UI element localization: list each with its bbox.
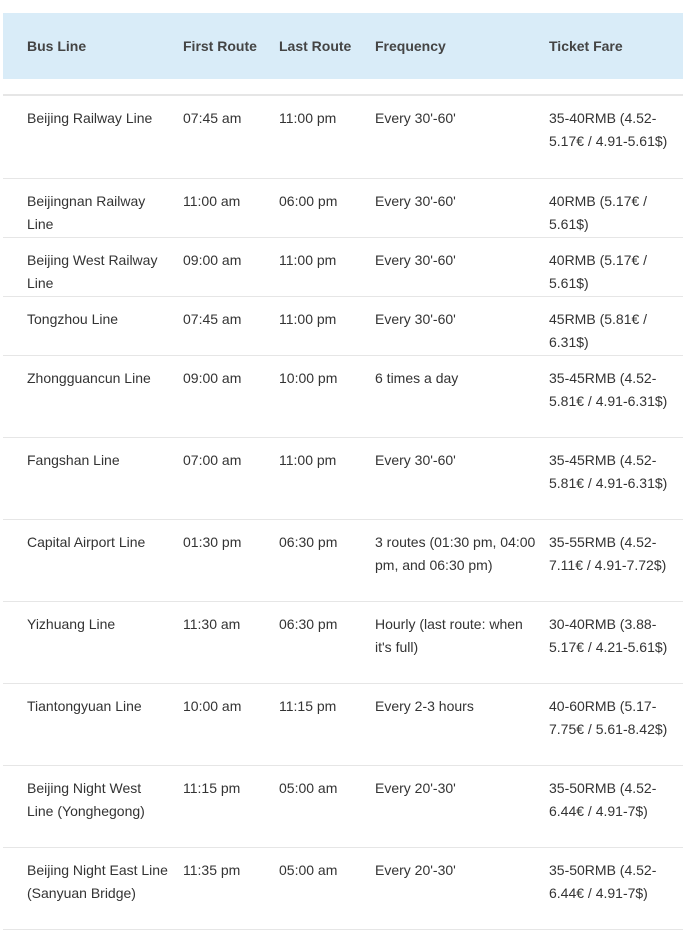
cell-last-route: 11:00 pm <box>279 252 337 268</box>
header-ticket-fare: Ticket Fare <box>549 37 623 54</box>
table-row <box>3 684 683 766</box>
header-bus-line: Bus Line <box>27 37 87 54</box>
cell-ticket-fare: 30-40RMB (3.88-5.17€ / 4.21-5.61$) <box>549 616 668 655</box>
table-row <box>3 602 683 684</box>
cell-last-route: 11:00 pm <box>279 110 337 126</box>
cell-bus-line: Beijing Night East Line (Sanyuan Bridge) <box>27 862 168 901</box>
table-row <box>3 848 683 930</box>
cell-bus-line: Beijing West Railway Line <box>27 252 158 291</box>
table-row <box>3 179 683 238</box>
cell-frequency: 6 times a day <box>375 370 459 386</box>
cell-first-route: 09:00 am <box>183 252 242 268</box>
cell-frequency: Every 30'-60' <box>375 452 456 468</box>
cell-frequency: 3 routes (01:30 pm, 04:00 pm, and 06:30 pm) <box>375 534 536 573</box>
cell-ticket-fare: 40RMB (5.17€ / 5.61$) <box>549 193 648 232</box>
cell-last-route: 11:00 pm <box>279 311 337 327</box>
cell-last-route: 05:00 am <box>279 780 338 796</box>
header-divider <box>3 79 683 96</box>
cell-bus-line: Beijingnan Railway Line <box>27 193 146 232</box>
table-row <box>3 238 683 297</box>
cell-first-route: 07:45 am <box>183 110 242 126</box>
cell-last-route: 06:30 pm <box>279 534 338 550</box>
cell-frequency: Every 30'-60' <box>375 110 456 126</box>
cell-bus-line: Tiantongyuan Line <box>27 698 142 714</box>
cell-bus-line: Yizhuang Line <box>27 616 116 632</box>
cell-bus-line: Zhongguancun Line <box>27 370 151 386</box>
cell-last-route: 11:15 pm <box>279 698 337 714</box>
cell-bus-line: Capital Airport Line <box>27 534 146 550</box>
cell-bus-line: Fangshan Line <box>27 452 120 468</box>
cell-first-route: 01:30 pm <box>183 534 242 550</box>
cell-first-route: 11:30 am <box>183 616 241 632</box>
cell-ticket-fare: 35-45RMB (4.52-5.81€ / 4.91-6.31$) <box>549 370 668 409</box>
table-row <box>3 766 683 848</box>
table-row <box>3 96 683 179</box>
cell-last-route: 11:00 pm <box>279 452 337 468</box>
cell-ticket-fare: 35-40RMB (4.52-5.17€ / 4.91-5.61$) <box>549 110 668 149</box>
cell-first-route: 09:00 am <box>183 370 242 386</box>
cell-frequency: Every 20'-30' <box>375 862 456 878</box>
cell-first-route: 11:15 pm <box>183 780 241 796</box>
cell-frequency: Every 30'-60' <box>375 311 456 327</box>
cell-first-route: 10:00 am <box>183 698 242 714</box>
header-frequency: Frequency <box>375 37 446 54</box>
cell-ticket-fare: 35-50RMB (4.52-6.44€ / 4.91-7$) <box>549 862 657 901</box>
cell-bus-line: Beijing Railway Line <box>27 110 153 126</box>
cell-frequency: Every 30'-60' <box>375 193 456 209</box>
cell-frequency: Hourly (last route: when it's full) <box>375 616 523 655</box>
cell-ticket-fare: 35-45RMB (4.52-5.81€ / 4.91-6.31$) <box>549 452 668 491</box>
header-last-route: Last Route <box>279 37 352 54</box>
cell-first-route: 07:00 am <box>183 452 242 468</box>
table-header <box>3 13 683 79</box>
header-first-route: First Route <box>183 37 257 54</box>
cell-bus-line: Beijing Night West Line (Yonghegong) <box>27 780 145 819</box>
bus-schedule-table <box>3 13 683 930</box>
cell-first-route: 11:35 pm <box>183 862 241 878</box>
cell-ticket-fare: 35-55RMB (4.52-7.11€ / 4.91-7.72$) <box>549 534 667 573</box>
cell-frequency: Every 30'-60' <box>375 252 456 268</box>
cell-frequency: Every 2-3 hours <box>375 698 474 714</box>
cell-ticket-fare: 40-60RMB (5.17-7.75€ / 5.61-8.42$) <box>549 698 668 737</box>
cell-last-route: 06:30 pm <box>279 616 338 632</box>
cell-ticket-fare: 35-50RMB (4.52-6.44€ / 4.91-7$) <box>549 780 657 819</box>
cell-first-route: 07:45 am <box>183 311 242 327</box>
table-row <box>3 438 683 520</box>
cell-first-route: 11:00 am <box>183 193 241 209</box>
cell-ticket-fare: 45RMB (5.81€ / 6.31$) <box>549 311 648 350</box>
table-row <box>3 356 683 438</box>
cell-last-route: 06:00 pm <box>279 193 338 209</box>
table-row <box>3 297 683 356</box>
cell-bus-line: Tongzhou Line <box>27 311 119 327</box>
cell-frequency: Every 20'-30' <box>375 780 456 796</box>
cell-last-route: 10:00 pm <box>279 370 338 386</box>
cell-ticket-fare: 40RMB (5.17€ / 5.61$) <box>549 252 648 291</box>
table-row <box>3 520 683 602</box>
cell-last-route: 05:00 am <box>279 862 338 878</box>
